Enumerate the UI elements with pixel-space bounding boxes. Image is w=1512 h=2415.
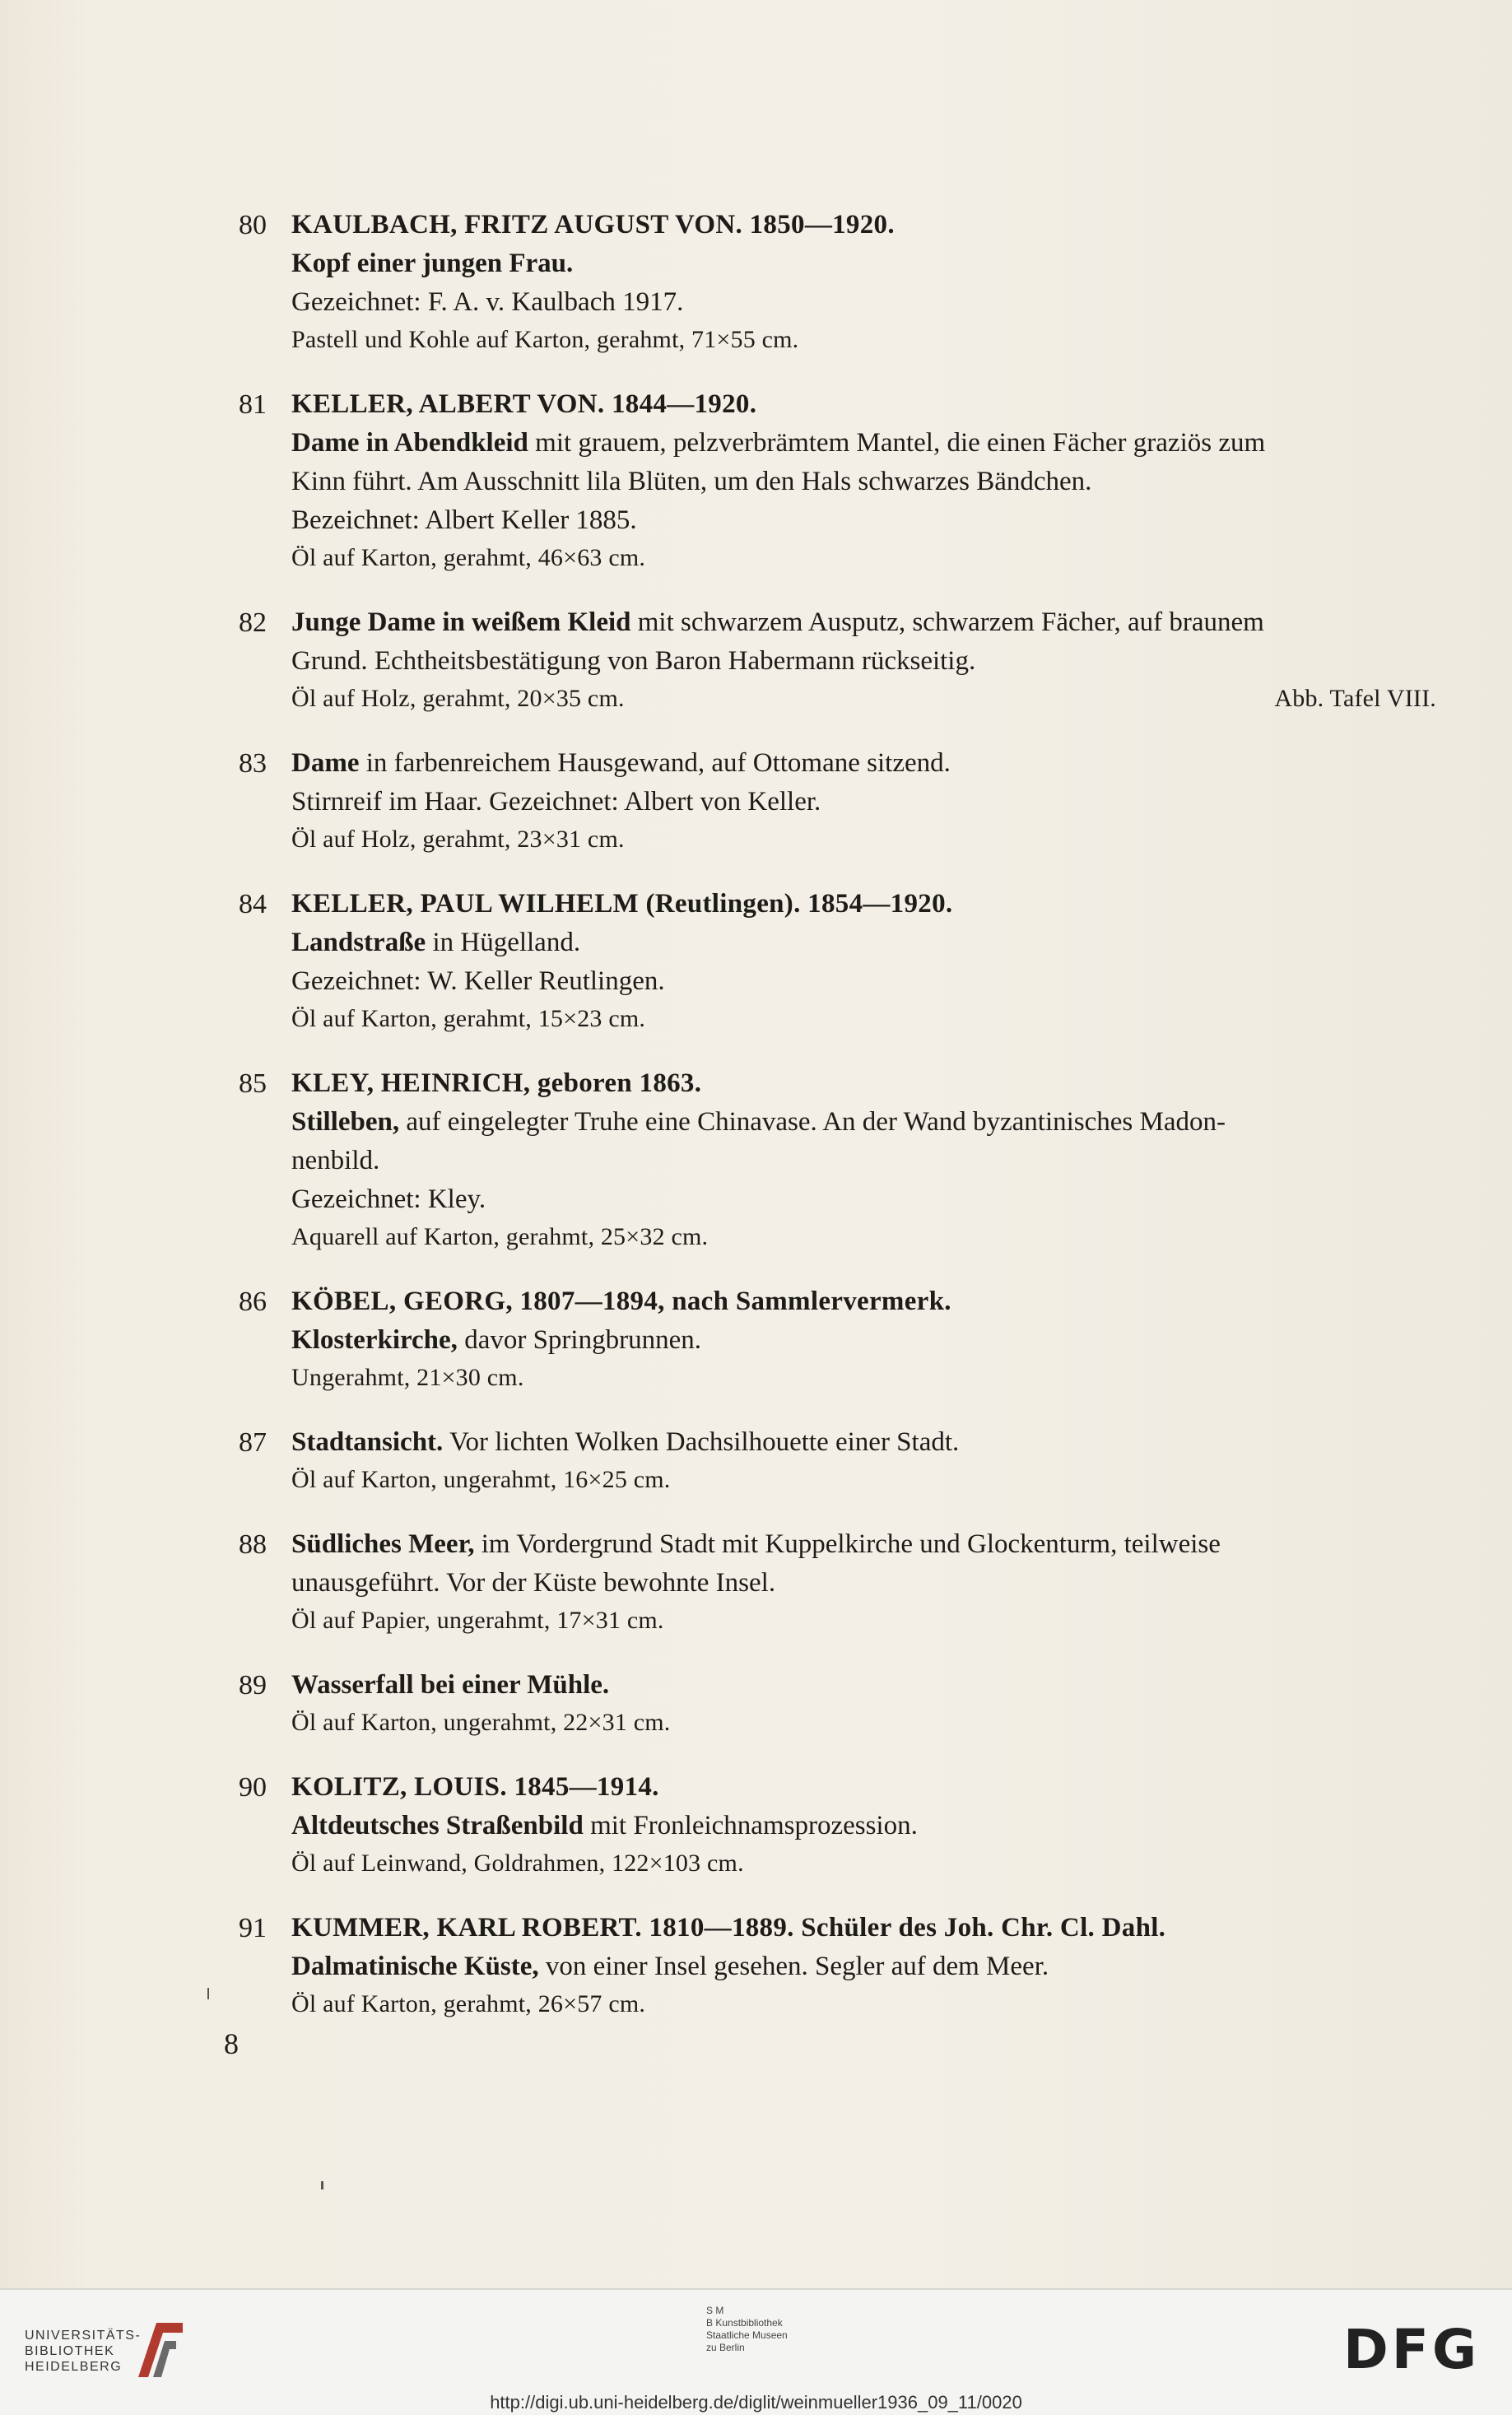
text: Öl auf Karton, ungerahmt, 22×31 cm. [291,1709,671,1736]
description-line [291,424,1436,463]
artist-heading [291,1282,1436,1321]
description-line [291,1666,1436,1705]
bold-text: Wasserfall bei einer Mühle. [291,1670,610,1700]
text: Stirnreif im Haar. Gezeichnet: Albert von Keller. [291,787,821,817]
bold-text: KELLER, ALBERT VON. 1844—1920. [291,389,757,419]
text: davor Springbrunnen. [457,1325,701,1355]
medium-line [291,1219,1436,1255]
entry-number: 85 [239,1068,267,1099]
description-line [291,642,1436,681]
catalogue-entry [239,1423,1436,1498]
bold-text: Dame in Abendkleid [291,428,528,458]
description-line [291,603,1436,642]
catalogue-entry [239,1282,1436,1396]
catalogue-entry [239,1064,1436,1255]
university-library-label[interactable] [25,2328,141,2375]
library-line: zu Berlin [706,2342,745,2353]
catalogue-entry [239,1768,1436,1882]
entry-number: 82 [239,607,267,638]
entry-number: 90 [239,1772,267,1803]
description-line [291,744,1436,783]
library-stamp [706,2305,788,2354]
bold-text: Stilleben, [291,1107,400,1137]
medium-line [291,1845,1436,1882]
scan-mark [321,2181,323,2189]
entry-number: 89 [239,1670,267,1701]
text: von einer Insel gesehen. Segler auf dem Meer. [538,1952,1049,1981]
entry-number: 91 [239,1913,267,1943]
description-line [291,1103,1436,1142]
bold-text: KLEY, HEINRICH, geboren 1863. [291,1068,702,1098]
bold-text: Klosterkirche, [291,1325,458,1355]
description-line [291,1807,1436,1845]
medium-line [291,540,1436,576]
entry-number: 87 [239,1427,267,1458]
text: Öl auf Papier, ungerahmt, 17×31 cm. [291,1607,664,1634]
text: Bezeichnet: Albert Keller 1885. [291,505,637,535]
description-line [291,1142,1436,1180]
library-line: B Kunstbibliothek [706,2317,783,2329]
medium-line [291,821,1436,858]
bold-text: KELLER, PAUL WILHELM (Reutlingen). 1854—1920. [291,889,953,919]
description-line [291,1321,1436,1360]
text: Öl auf Karton, ungerahmt, 16×25 cm. [291,1466,671,1493]
medium-line [291,1001,1436,1037]
text: nenbild. [291,1146,380,1175]
text: Aquarell auf Karton, gerahmt, 25×32 cm. [291,1223,709,1250]
medium-line [291,322,1436,358]
bold-text: Dame [291,748,360,778]
page-number: 8 [224,2027,239,2060]
text: Öl auf Leinwand, Goldrahmen, 122×103 cm. [291,1850,744,1877]
text: mit grauem, pelzverbrämtem Mantel, die einen Fächer graziös zum [528,428,1266,458]
catalogue-entry [239,744,1436,858]
text: Öl auf Karton, gerahmt, 46×63 cm. [291,544,646,571]
text: Gezeichnet: F. A. v. Kaulbach 1917. [291,287,684,317]
description-line [291,1180,1436,1219]
artist-heading [291,1064,1436,1103]
medium-line [291,1705,1436,1741]
text: Ungerahmt, 21×30 cm. [291,1364,524,1391]
text: in Hügelland. [426,928,581,957]
catalogue-entry [239,206,1436,358]
medium-line [291,1986,1436,2022]
description-line [291,783,1436,821]
catalogue-entry [239,603,1436,717]
text: im Vordergrund Stadt mit Kuppelkirche und Glockenturm, teilweise [474,1529,1221,1559]
medium-line [291,1360,1436,1396]
description-line [291,924,1436,962]
text: Vor lichten Wolken Dachsilhouette einer Stadt. [443,1427,960,1457]
bold-text: Stadtansicht. [291,1427,444,1457]
university-line: HEIDELBERG [25,2360,123,2374]
medium-line [291,1462,1436,1498]
text: Öl auf Karton, gerahmt, 15×23 cm. [291,1005,646,1032]
entry-number: 86 [239,1287,267,1317]
dfg-logo[interactable]: DFG [1343,2318,1481,2381]
text: Pastell und Kohle auf Karton, gerahmt, 71×55 cm. [291,326,799,353]
description-line [291,463,1436,501]
text: Kinn führt. Am Ausschnitt lila Blüten, um den Hals schwarzes Bändchen. [291,467,1092,496]
artist-heading [291,385,1436,424]
catalogue-entry [239,385,1436,576]
library-line: Staatliche Museen [706,2329,788,2341]
description-line [291,1525,1436,1564]
artist-heading [291,206,1436,244]
bold-text: KÖBEL, GEORG, 1807—1894, nach Sammlervermerk. [291,1287,951,1316]
medium-line [291,1603,1436,1639]
permalink-url[interactable]: http://digi.ub.uni-heidelberg.de/diglit/weinmueller1936_09_11/0020 [490,2392,1022,2413]
text: Gezeichnet: W. Keller Reutlingen. [291,966,665,996]
catalogue-entry [239,1909,1436,2022]
text: unausgeführt. Vor der Küste bewohnte Insel. [291,1568,776,1598]
bold-text: Kopf einer jungen Frau. [291,249,574,278]
description-line [291,1564,1436,1603]
entry-number: 80 [239,210,267,240]
artist-heading [291,1768,1436,1807]
heidelberg-logo-icon[interactable] [132,2316,186,2380]
bold-text: KAULBACH, FRITZ AUGUST VON. 1850—1920. [291,210,895,240]
medium-line [291,681,1436,717]
text: Öl auf Holz, gerahmt, 20×35 cm. [291,685,625,712]
bold-text: KUMMER, KARL ROBERT. 1810—1889. Schüler des Joh. Chr. Cl. Dahl. [291,1913,1166,1943]
catalogue-entries [239,206,1436,2050]
entry-number: 84 [239,889,267,919]
description-line [291,1947,1436,1986]
bold-text: Südliches Meer, [291,1529,475,1559]
plate-reference: Abb. Tafel VIII. [1274,685,1436,712]
bold-text: KOLITZ, LOUIS. 1845—1914. [291,1772,659,1802]
description-line [291,244,1436,283]
bold-text: Altdeutsches Straßenbild [291,1811,584,1840]
catalogue-entry [239,885,1436,1037]
text: auf eingelegter Truhe eine Chinavase. An der Wand byzantinisches Madon- [399,1107,1226,1137]
entry-number: 83 [239,748,267,779]
library-line: S M [706,2305,724,2316]
description-line [291,283,1436,322]
bold-text: Landstraße [291,928,426,957]
artist-heading [291,885,1436,924]
text: Grund. Echtheitsbestätigung von Baron Habermann rückseitig. [291,646,976,676]
catalogue-entry [239,1525,1436,1639]
description-line [291,501,1436,540]
bold-text: Junge Dame in weißem Kleid [291,607,631,637]
scan-mark [207,1988,209,1999]
university-line: BIBLIOTHEK [25,2344,115,2358]
description-line [291,1423,1436,1462]
entry-number: 81 [239,389,267,420]
text: Gezeichnet: Kley. [291,1184,486,1214]
bold-text: Dalmatinische Küste, [291,1952,539,1981]
university-line: UNIVERSITÄTS- [25,2329,142,2343]
artist-heading [291,1909,1436,1947]
text: mit Fronleichnamsprozession. [583,1811,918,1840]
footer-bar [0,2288,1512,2415]
description-line [291,962,1436,1001]
text: Öl auf Holz, gerahmt, 23×31 cm. [291,826,625,853]
entry-number: 88 [239,1529,267,1560]
text: in farbenreichem Hausgewand, auf Ottomane sitzend. [359,748,951,778]
text: mit schwarzem Ausputz, schwarzem Fächer, auf braunem [630,607,1264,637]
catalogue-entry [239,1666,1436,1741]
text: Öl auf Karton, gerahmt, 26×57 cm. [291,1990,646,2017]
